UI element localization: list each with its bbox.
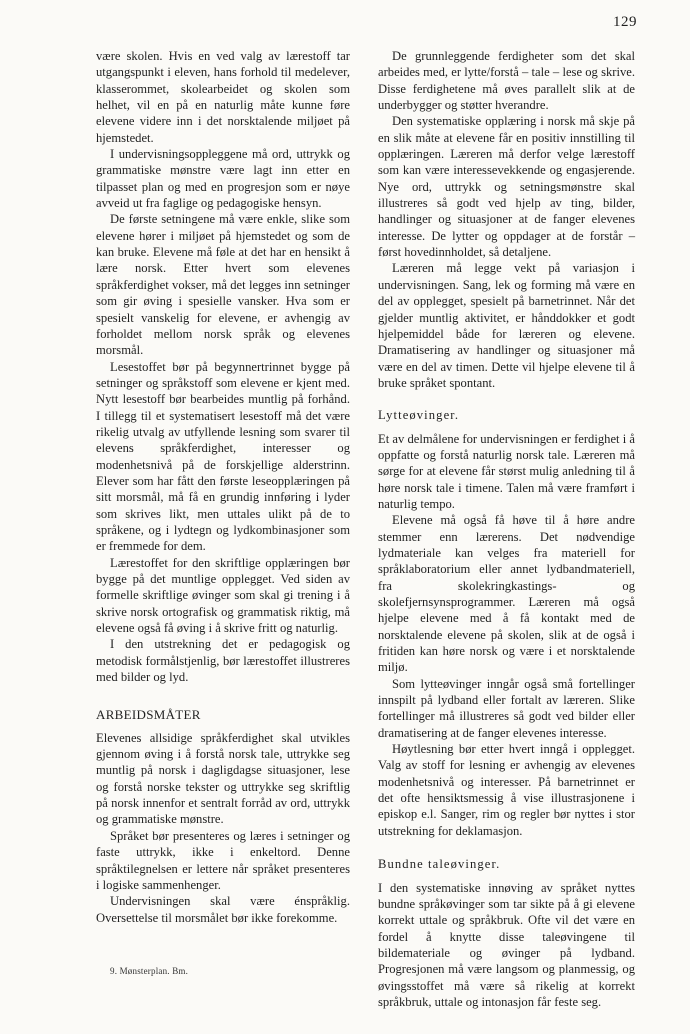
subheading-bundne-taleovinger: Bundne taleøvinger.: [378, 857, 501, 872]
paragraph: Et av delmålene for undervisningen er ferdighet i å oppfatte og forstå naturlig norsk tale. Læreren må sørge for at elevene får størst mulig anledning til å høre norsk tale i timene. Talen må være framført i naturlig tempo.: [378, 431, 635, 511]
paragraph: I undervisningsoppleggene må ord, uttrykk og grammatiske mønstre være lagt inn etter en tilpasset plan og med en progresjon som er nøye avveid ut fra faglige og pedagogiske hensyn.: [96, 147, 350, 211]
paragraph: Språket bør presenteres og læres i setninger og faste uttrykk, ikke i enkeltord. Denne språktilegnelsen er lettere når språket presenteres i logiske sammenhenger.: [96, 828, 350, 892]
paragraph: Elevene må også få høve til å høre andre stemmer enn lærerens. Det nødvendige lydmateriale kan velges fra materiell for språklaboratorium eller annet lydbandmateriell, fra skolekringkastings- og skolefjernsynsprogrammer. Læreren må også hjelpe elevene med å få kontakt med de norsktalende elevene på skolen, slik at de også i fritiden kan høre norsk og være i et norsktalende miljø.: [378, 513, 635, 675]
page-number: 129: [613, 14, 637, 30]
page-footer: 9. Mønsterplan. Bm.: [110, 966, 189, 976]
paragraph: I den systematiske innøving av språket nyttes bundne språkøvinger som tar sikte på å gi elevene korrekt uttale og språkbruk. Ofte vil det være en fordel å knytte disse taleøvingene til bildemateriale og øvinger på lydband. Progresjonen må være langsom og planmessig, og øvingsstoffet må være så rikelig at korrekt språkbruk, uttale og intonasjon får feste seg.: [378, 880, 635, 1009]
paragraph: Læreren må legge vekt på variasjon i undervisningen. Sang, lek og forming må være en del av opplegget, spesielt på barnetrinnet. Når det gjelder muntlig aktivitet, er hånddokker et godt hjelpemiddel både for læreren og elevene. Dramatisering av handlinger og situasjoner må være en del av timen. Dette vil hjelpe elevene til å bruke språket spontant.: [378, 261, 635, 390]
subheading-lytteovinger: Lytteøvinger.: [378, 408, 460, 423]
paragraph: I den utstrekning det er pedagogisk og metodisk formålstjenlig, bør lærestoffet illustreres med bilder og lyd.: [96, 637, 350, 685]
paragraph: De første setningene må være enkle, slike som elevene hører i miljøet på hjemstedet og som de kan bruke. Elevene må føle at det har en hensikt å lære norsk. Etter hvert som elevenes språkferdighet vokser, må det legges inn setninger som gir øving i spesielle vansker. Hva som er spesielt vanskelig for elevene, er avhengig av forholdet mellom norsk språk og elevenes morsmål.: [96, 212, 350, 358]
paragraph: Elevenes allsidige språkferdighet skal utvikles gjennom øving i å forstå norsk tale, uttrykke seg muntlig på norsk i dagligdagse situasjoner, lese og forstå norske tekster og uttrykke seg skriftlig på norsk innenfor et sentralt forråd av ord, uttrykk og grammatiske mønstre.: [96, 730, 350, 827]
right-column: [378, 48, 635, 1010]
paragraph: Som lytteøvinger inngår også små fortellinger innspilt på lydband eller fortalt av læreren. Slike fortellinger må illustreres så godt ved bilder eller dramatisering at de fanger elevenes interesse.: [378, 676, 635, 740]
paragraph: Høytlesning bør etter hvert inngå i opplegget. Valg av stoff for lesning er avhengig av elevenes modenhetsnivå og interesser. På barnetrinnet er det ofte hensiktsmessig å vise illustrasjonene i episkop e.l. Sanger, rim og regler bør nyttes i stor utstrekning for deklamasjon.: [378, 742, 635, 838]
paragraph: De grunnleggende ferdigheter som det skal arbeides med, er lytte/forstå – tale – lese og skrive. Disse ferdighetene må øves parallelt slik at de underbygger og støtter hverandre.: [378, 49, 635, 113]
section-heading-arbeidsmater: ARBEIDSMÅTER: [96, 707, 201, 723]
paragraph: Undervisningen skal være énspråklig. Oversettelse til morsmålet bør ikke forekomme.: [96, 894, 350, 925]
paragraph: Lærestoffet for den skriftlige opplæringen bør bygge på det muntlige opplegget. Ved siden av formelle skriftlige øvinger som skal gi trening i å skrive norsk ortografisk og grammatisk riktig, må elevene også få øving i å skrive fritt og naturlig.: [96, 555, 350, 636]
paragraph: Lesestoffet bør på begynnertrinnet bygge på setninger og språkstoff som elevene er kjent med. Nytt lesestoff bør bearbeides muntlig på forhånd. I tillegg til et systematisert lesestoff må det være rikelig utvalg av utfyllende lesning som svarer til elevens språkferdighet, interesser og modenhetsnivå på de forskjellige alderstrinn. Elever som har fått den første leseopplæringen på sitt morsmål, må få en grundig innføring i lyder som skrives likt, men uttales ulikt på de to språkene, og i lydtegn og lydkombinasjoner som er fremmede for dem.: [96, 359, 350, 554]
paragraph: være skolen. Hvis en ved valg av lærestoff tar utgangspunkt i eleven, hans forhold til medelever, klasserommet, skolearbeidet og skolen som helhet, vil en på en naturlig måte kunne føre elevene videre inn i det norsktalende miljøet på hjemstedet.: [96, 49, 350, 145]
left-column: [96, 48, 350, 926]
paragraph: Den systematiske opplæring i norsk må skje på en slik måte at elevene får en positiv innstilling til opplæringen. Læreren må derfor velge lærestoff som kan være interessevekkende og engasjerende. Nye ord, uttrykk og setningsmønstre skal illustreres så godt ved hjelp av ting, bilder, handlinger og situasjoner at de fanger elevenes interesse. De lytter og oppdager at de forstår – først hovedinnholdet, så detaljene.: [378, 114, 635, 260]
